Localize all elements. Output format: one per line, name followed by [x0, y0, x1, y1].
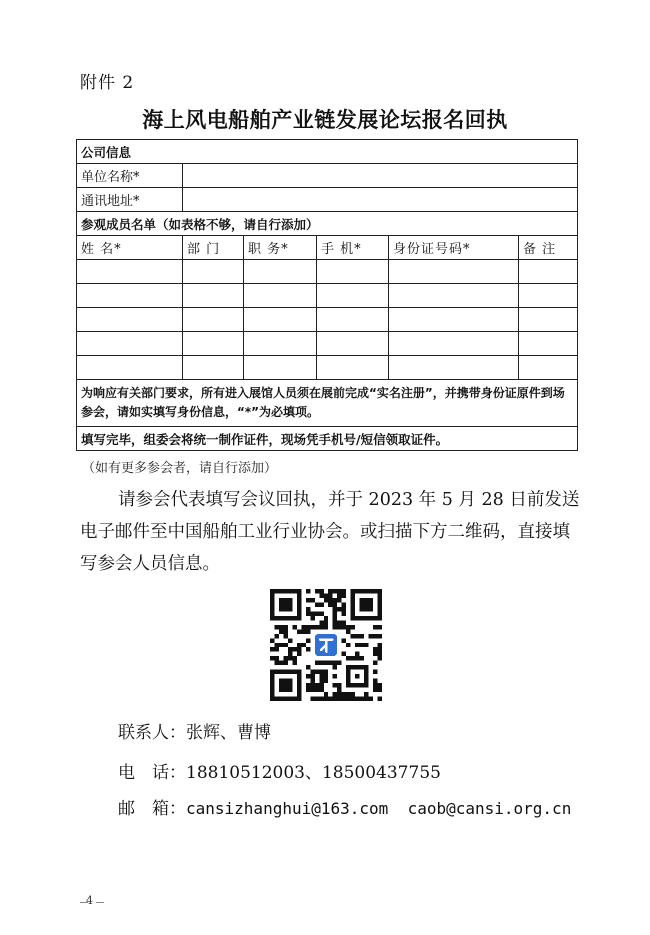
finder-bottom-left [270, 670, 301, 701]
contact-person-line [118, 718, 271, 743]
finder-top-left [270, 589, 301, 620]
member-cell[interactable] [317, 356, 389, 380]
add-more-note: （如有更多参会者，请自行添加） [82, 461, 278, 476]
finder-top-right [351, 589, 382, 620]
address-label: 通讯地址* [77, 188, 183, 212]
member-cell[interactable] [77, 356, 183, 380]
contact-person-value: 张辉、曹博 [186, 723, 271, 743]
notice-badge-pickup: 填写完毕，组委会将统一制作证件，现场凭手机号/短信领取证件。 [77, 427, 578, 451]
address-field[interactable] [183, 188, 578, 212]
instructions-paragraph: 请参会代表填写会议回执，并于 2023 年 5 月 28 日前发送电子邮件至中国船舶工业行业协会。或扫描下方二维码，直接填写参会人员信息。 [80, 490, 580, 574]
member-cell[interactable] [183, 332, 244, 356]
page-number: 4 [86, 894, 93, 907]
member-cell[interactable] [77, 332, 183, 356]
member-cell[interactable] [519, 332, 578, 356]
column-header-department: 部 门 [183, 236, 244, 260]
contact-phone-line [118, 758, 441, 783]
member-cell[interactable] [519, 308, 578, 332]
company-section-heading: 公司信息 [77, 140, 578, 164]
page-number-dash-right [96, 902, 104, 903]
member-cell[interactable] [244, 284, 317, 308]
column-header-id-number: 身份证号码* [389, 236, 519, 260]
member-rows [77, 260, 578, 380]
member-cell[interactable] [389, 284, 519, 308]
member-cell[interactable] [389, 260, 519, 284]
member-cell[interactable] [317, 284, 389, 308]
member-cell[interactable] [519, 260, 578, 284]
member-cell[interactable] [389, 356, 519, 380]
page-title: 海上风电船舶产业链发展论坛报名回执 [142, 108, 508, 132]
member-cell[interactable] [77, 284, 183, 308]
member-cell[interactable] [244, 308, 317, 332]
member-row [77, 308, 578, 332]
member-cell[interactable] [77, 308, 183, 332]
member-cell[interactable] [183, 308, 244, 332]
unit-name-field[interactable] [183, 164, 578, 188]
column-header-mobile: 手 机* [317, 236, 389, 260]
member-cell[interactable] [183, 356, 244, 380]
contact-email-label: 邮 箱： [118, 799, 186, 819]
qr-logo-icon [313, 632, 340, 659]
member-cell[interactable] [77, 260, 183, 284]
unit-name-label: 单位名称* [77, 164, 183, 188]
notice-real-name: 为响应有关部门要求，所有进入展馆人员须在展前完成“实名注册”，并携带身份证原件到场参会，请如实填写身份信息，“*”为必填项。 [77, 380, 578, 427]
member-cell[interactable] [317, 308, 389, 332]
column-header-name: 姓 名* [77, 236, 183, 260]
member-cell[interactable] [317, 332, 389, 356]
member-row [77, 260, 578, 284]
member-cell[interactable] [244, 332, 317, 356]
member-row [77, 332, 578, 356]
qr-code-icon[interactable] [270, 589, 382, 701]
member-row [77, 356, 578, 380]
attachment-label: 附件 2 [80, 73, 135, 93]
member-row [77, 284, 578, 308]
member-cell[interactable] [389, 332, 519, 356]
column-header-position: 职 务* [244, 236, 317, 260]
registration-form-table [76, 139, 578, 451]
contact-email-line [118, 794, 571, 819]
member-cell[interactable] [183, 284, 244, 308]
alignment-pattern [346, 665, 368, 687]
members-header-row [77, 236, 578, 260]
contact-email-1[interactable]: cansizhanghui@163.com [186, 799, 389, 818]
members-section-heading: 参观成员名单（如表格不够，请自行添加） [77, 212, 578, 236]
member-cell[interactable] [183, 260, 244, 284]
contact-phone-label: 电 话： [118, 763, 186, 783]
contact-person-label: 联系人： [118, 723, 186, 743]
member-cell[interactable] [519, 356, 578, 380]
member-cell[interactable] [244, 356, 317, 380]
column-header-remarks: 备 注 [519, 236, 578, 260]
member-cell[interactable] [317, 260, 389, 284]
member-cell[interactable] [244, 260, 317, 284]
contact-phone-value: 18810512003、18500437755 [186, 763, 441, 783]
member-cell[interactable] [389, 308, 519, 332]
contact-email-2[interactable]: caob@cansi.org.cn [407, 799, 572, 818]
member-cell[interactable] [519, 284, 578, 308]
